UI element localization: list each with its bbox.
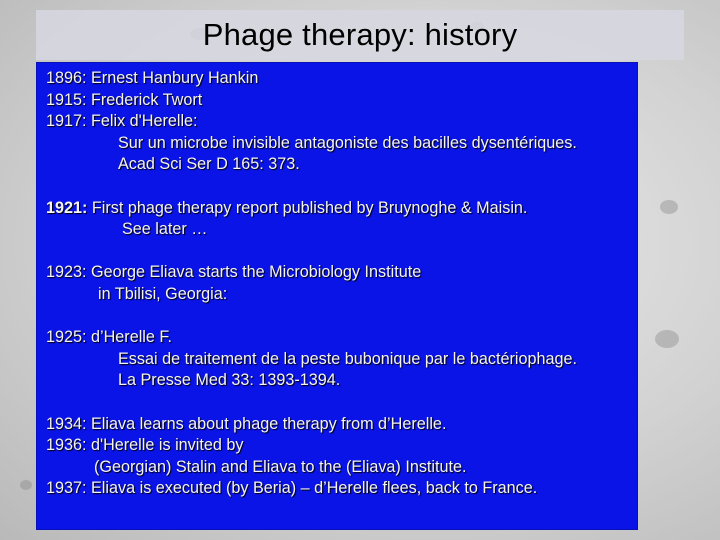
entry-1921-see-later: See later … [122,220,208,239]
background-speck [20,480,32,490]
slide-title: Phage therapy: history [202,17,518,52]
title-bar [36,10,684,60]
entry-1937: 1937: Eliava is executed (by Beria) – d’Herelle flees, back to France. [46,479,538,498]
entry-1921-text: First phage therapy report published by Bruynoghe & Maisin. [87,198,528,217]
entry-1923: 1923: George Eliava starts the Microbiology Institute [46,263,422,282]
entry-1915: 1915: Frederick Twort [46,90,203,109]
spacer [46,176,634,198]
entry-1936-detail: (Georgian) Stalin and Eliava to the (Eliava) Institute. [94,457,467,476]
entry-1896: 1896: Ernest Hanbury Hankin [46,69,259,87]
entry-1917: 1917: Felix d'Herelle: [46,112,198,131]
entry-1917-paper-title: Sur un microbe invisible antagoniste des bacilles dysentériques. [118,133,577,152]
history-list [46,68,634,500]
background-speck [660,200,678,214]
entry-1923-location: in Tbilisi, Georgia: [98,284,228,303]
entry-1925: 1925: d’Herelle F. [46,328,172,347]
entry-1921 [46,198,634,220]
entry-1917-citation: Acad Sci Ser D 165: 373. [118,155,300,174]
entry-1936: 1936: d'Herelle is invited by [46,436,244,455]
entry-1925-citation: La Presse Med 33: 1393-1394. [118,371,341,390]
background-speck [655,330,679,348]
spacer [46,241,634,263]
spacer [46,392,634,414]
entry-1921-year: 1921: [46,198,88,217]
entry-1925-paper-title: Essai de traitement de la peste bubonique par le bactériophage. [118,349,577,368]
content-panel [36,62,638,530]
spacer [46,306,634,328]
entry-1934: 1934: Eliava learns about phage therapy from d’Herelle. [46,414,447,433]
